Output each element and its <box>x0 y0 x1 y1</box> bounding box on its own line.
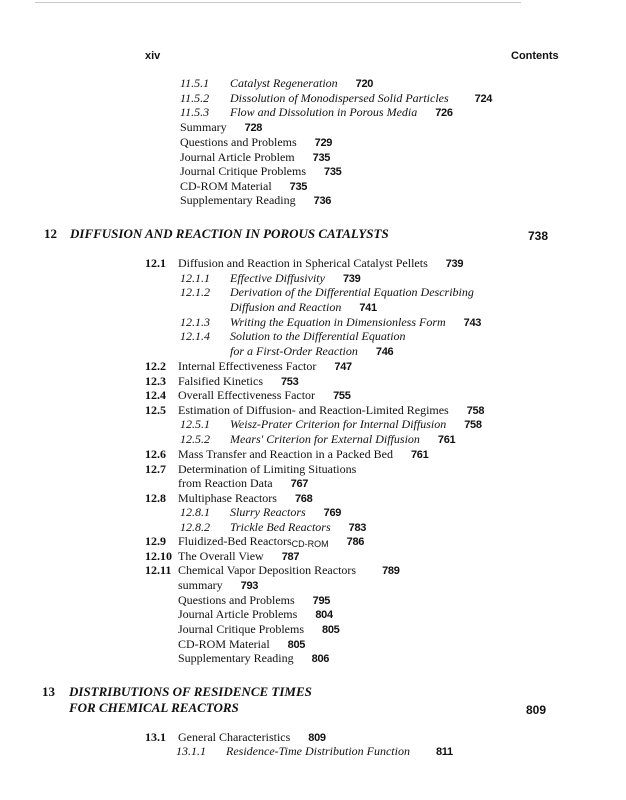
toc-entry: 12.1.4 Solution to the Differential Equation <box>180 329 406 343</box>
page-number: xiv <box>145 50 161 62</box>
toc-entry: Mass Transfer and Reaction in a Packed Bed 761 <box>178 447 429 461</box>
chapter-title-continued: FOR CHEMICAL REACTORS <box>69 700 239 715</box>
toc-entry: 12.1.1 Effective Diffusivity 739 <box>180 271 361 285</box>
toc-entry: 12.8.2 Trickle Bed Reactors 783 <box>180 520 367 534</box>
toc-entry: Determination of Limiting Situations <box>178 462 357 476</box>
toc-entry: Supplementary Reading 736 <box>180 193 332 207</box>
toc-entry: 11.5.3 Flow and Dissolution in Porous Media 726 <box>180 105 453 119</box>
toc-entry: Journal Critique Problems 735 <box>180 164 342 178</box>
toc-entry: Internal Effectiveness Factor 747 <box>178 359 352 373</box>
running-header: Contents <box>511 50 559 62</box>
toc-entry-continued: for a First-Order Reaction 746 <box>230 344 394 358</box>
chapter-number: 12 <box>44 226 57 241</box>
toc-entry: Summary 728 <box>180 120 263 134</box>
toc-entry: Questions and Problems 795 <box>178 593 331 607</box>
section-number: 12.8 <box>145 491 166 505</box>
chapter-title: DIFFUSION AND REACTION IN POROUS CATALYSTS <box>70 226 389 241</box>
toc-entry: Estimation of Diffusion- and Reaction-Limited Regimes 758 <box>178 403 485 417</box>
section-number: 12.9 <box>145 534 166 548</box>
toc-entry: CD-ROM Material 735 <box>180 179 308 193</box>
toc-entry: 13.1.1 Residence-Time Distribution Function 811 <box>176 744 453 758</box>
toc-entry: Supplementary Reading 806 <box>178 651 330 665</box>
section-number: 12.11 <box>145 563 172 577</box>
section-number: 13.1 <box>145 730 166 744</box>
section-number: 12.5 <box>145 403 166 417</box>
toc-entry: Questions and Problems 729 <box>180 135 333 149</box>
top-rule <box>35 2 521 3</box>
toc-entry: 12.8.1 Slurry Reactors 769 <box>180 505 342 519</box>
section-number: 12.6 <box>145 447 166 461</box>
toc-entry: Journal Article Problem 735 <box>180 150 331 164</box>
toc-entry: The Overall View 787 <box>178 549 300 563</box>
toc-entry: 12.5.1 Weisz-Prater Criterion for Internal Diffusion 758 <box>180 417 482 431</box>
toc-entry: Journal Article Problems 804 <box>178 607 333 621</box>
chapter-page: 738 <box>528 229 549 243</box>
toc-entry: Chemical Vapor Deposition Reactors 789 <box>178 563 400 577</box>
cd-rom-tag: CD-ROM <box>291 539 329 549</box>
section-number: 12.3 <box>145 374 166 388</box>
section-number: 12.1 <box>145 256 166 270</box>
chapter-title: DISTRIBUTIONS OF RESIDENCE TIMES <box>69 684 312 699</box>
section-number: 12.2 <box>145 359 166 373</box>
section-number: 12.10 <box>145 549 172 563</box>
toc-entry-continued: Diffusion and Reaction 741 <box>230 300 377 314</box>
chapter-number: 13 <box>42 684 55 699</box>
toc-entry: 12.1.3 Writing the Equation in Dimensionless Form 743 <box>180 315 482 329</box>
toc-entry: Overall Effectiveness Factor 755 <box>178 388 351 402</box>
toc-entry: 12.5.2 Mears' Criterion for External Diffusion 761 <box>180 432 456 446</box>
toc-entry: General Characteristics 809 <box>178 730 326 744</box>
toc-entry: 11.5.1 Catalyst Regeneration 720 <box>180 76 374 90</box>
toc-entry: 12.1.2 Derivation of the Differential Equation Describing <box>180 285 474 299</box>
toc-entry: Fluidized-Bed ReactorsCD-ROM 786 <box>178 534 365 549</box>
toc-entry-continued: from Reaction Data 767 <box>178 476 309 490</box>
toc-entry: Falsified Kinetics 753 <box>178 374 299 388</box>
chapter-page: 809 <box>526 703 547 717</box>
toc-entry: CD-ROM Material 805 <box>178 637 306 651</box>
toc-entry: Diffusion and Reaction in Spherical Catalyst Pellets 739 <box>178 256 464 270</box>
section-number: 12.7 <box>145 462 166 476</box>
toc-entry: Journal Critique Problems 805 <box>178 622 340 636</box>
section-number: 12.4 <box>145 388 166 402</box>
toc-entry: summary 793 <box>178 578 259 592</box>
toc-entry: Multiphase Reactors 768 <box>178 491 313 505</box>
toc-entry: 11.5.2 Dissolution of Monodispersed Solid Particles 724 <box>180 91 493 105</box>
